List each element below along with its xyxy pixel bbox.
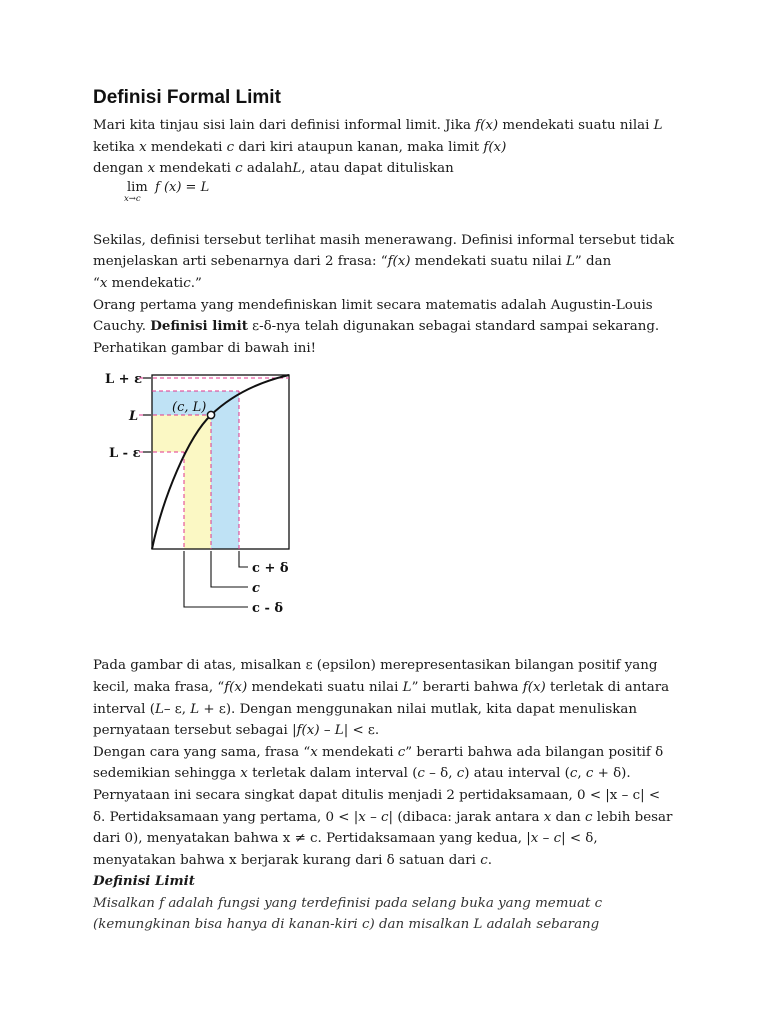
limit-formula xyxy=(124,179,683,230)
label-c-plus-delta: c + δ xyxy=(252,561,289,577)
para2-line-4: Orang pertama yang mendefiniskan limit secara matematis adalah Augustin-Louis xyxy=(93,297,653,313)
label-c-minus-delta: c - δ xyxy=(252,601,284,617)
para3-line-7: Pernyataan ini secara singkat dapat ditulis menjadi 2 pertidaksamaan, 0 < |x – c| < xyxy=(93,787,661,803)
epsilon-band-yellow xyxy=(152,415,211,452)
formula-subscript: x→c xyxy=(124,193,141,204)
definition-title: Definisi Limit xyxy=(93,873,195,890)
label-point-c-l: (c, L) xyxy=(172,400,207,416)
para3-line-8: δ. Pertidaksamaan yang pertama, 0 < |x – c| (dibaca: jarak antara x dan c lebih besar xyxy=(93,809,673,825)
document-page xyxy=(93,86,683,936)
point-c-l xyxy=(207,412,214,419)
label-c: c xyxy=(252,581,260,597)
intro-line-1: Mari kita tinjau sisi lain dari definisi informal limit. Jika f(x) mendekati suatu nilai L xyxy=(93,118,663,133)
label-l: L xyxy=(129,409,139,425)
para3-line-9: dari 0), menyatakan bahwa x ≠ c. Pertidaksamaan yang kedua, |x – c| < δ, xyxy=(93,831,598,847)
para3-line-4: pernyataan tersebut sebagai |f(x) – L| < ε. xyxy=(93,723,380,739)
formula-lim: lim xyxy=(127,179,148,195)
definition-line-2: (kemungkinan bisa hanya di kanan-kiri c) dan misalkan L adalah sebarang xyxy=(93,917,600,933)
para2-line-1: Sekilas, definisi tersebut terlihat masih menerawang. Definisi informal tersebut tidak xyxy=(93,232,675,248)
formula-expression: f (x) = L xyxy=(155,179,210,195)
definition-line-1: Misalkan f adalah fungsi yang terdefinisi pada selang buka yang memuat c xyxy=(93,895,603,911)
para3-line-10: menyatakan bahwa x berjarak kurang dari δ satuan dari c. xyxy=(93,852,492,868)
page-title: Definisi Formal Limit xyxy=(93,87,281,108)
leader-c xyxy=(211,551,248,587)
para3-line-6: sedemikian sehingga x terletak dalam interval (c – δ, c) atau interval (c, c + δ). xyxy=(93,766,631,782)
para3-line-3: interval (L– ε, L + ε). Dengan menggunakan nilai mutlak, kita dapat menuliskan xyxy=(93,701,637,717)
para2-line-6: Perhatikan gambar di bawah ini! xyxy=(93,340,317,356)
leader-c-plus-delta xyxy=(239,551,248,567)
para3-line-1: Pada gambar di atas, misalkan ε (epsilon) merepresentasikan bilangan positif yang xyxy=(93,658,658,674)
para2-line-2: menjelaskan arti sebenarnya dari 2 frasa: “f(x) mendekati suatu nilai L” dan xyxy=(93,254,612,270)
intro-line-3: dengan x mendekati c adalahL, atau dapat dituliskan xyxy=(93,161,454,177)
epsilon-delta-diagram xyxy=(93,367,393,627)
para2-line-5: Cauchy. Definisi limit ε-δ-nya telah digunakan sebagai standard sampai sekarang. xyxy=(93,318,660,335)
label-l-plus-eps: L + ε xyxy=(105,372,142,388)
label-l-minus-eps: L - ε xyxy=(109,446,141,462)
epsilon-delta-figure xyxy=(93,367,683,627)
intro-line-2: ketika x mendekati c dari kiri ataupun kanan, maka limit f(x) xyxy=(93,139,507,155)
para3-line-5: Dengan cara yang sama, frasa “x mendekati c” berarti bahwa ada bilangan positif δ xyxy=(93,744,664,760)
para2-line-3: “x mendekatic.” xyxy=(93,275,202,291)
para3-line-2: kecil, maka frasa, “f(x) mendekati suatu nilai L” berarti bahwa f(x) terletak di antara xyxy=(93,679,670,695)
leader-c-minus-delta xyxy=(184,551,248,607)
